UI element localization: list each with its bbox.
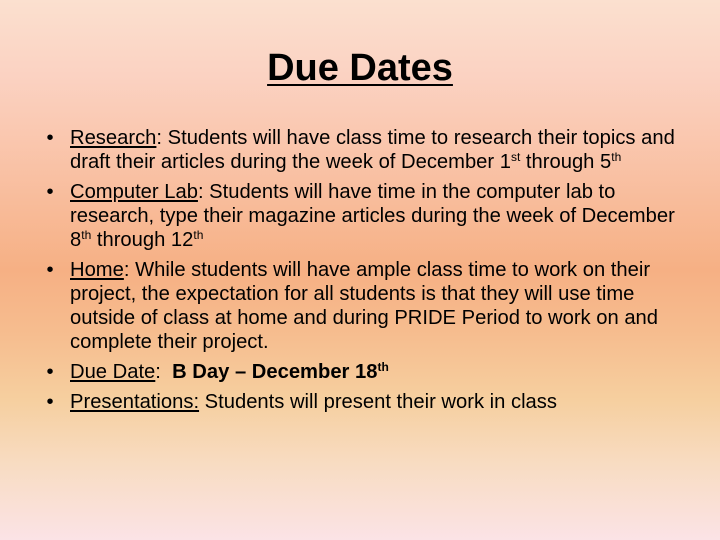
home-text-1: While students will have ample class time to work on their project, the expectation for all students is that they will use time outside of class at home and during PRIDE Period to work on and complete their project.: [70, 259, 659, 353]
bullet-icon: •: [46, 181, 54, 203]
home-label: Home: [70, 259, 124, 281]
due-date-sep: :: [155, 361, 161, 383]
bullet-presentations: [40, 390, 690, 414]
research-sep: :: [156, 127, 163, 149]
bullet-icon: •: [46, 391, 54, 413]
bullet-icon: •: [46, 127, 54, 149]
home-sep: :: [123, 259, 130, 281]
slide-title: Due Dates: [267, 47, 453, 89]
bullet-computer-lab: [40, 180, 690, 252]
bullet-list: [40, 126, 690, 420]
due-date-sup: th: [377, 360, 389, 374]
bullet-icon: •: [46, 361, 54, 383]
research-text-2: through 5: [520, 151, 612, 173]
computer-lab-sep: :: [197, 181, 204, 203]
bullet-due-date: [40, 360, 690, 384]
computer-lab-label: Computer Lab: [70, 181, 198, 203]
bullet-icon: •: [46, 259, 54, 281]
computer-lab-sup-2: th: [193, 228, 204, 242]
computer-lab-text-1: Students will have time in the computer lab to research, type their magazine articles during the week of December 8: [70, 181, 675, 251]
bullet-research: [40, 126, 690, 174]
research-text-1: Students will have class time to research their topics and draft their articles during the week of December 1: [70, 127, 675, 173]
presentations-text: Students will present their work in class: [199, 391, 557, 413]
bullet-home: [40, 258, 690, 354]
research-sup-1: st: [510, 150, 521, 164]
presentations-label: Presentations:: [70, 391, 200, 413]
due-date-value: B Day – December 18: [160, 361, 378, 383]
research-sup-2: th: [611, 150, 622, 164]
research-label: Research: [70, 127, 157, 149]
computer-lab-text-2: through 12: [91, 229, 194, 251]
due-date-label: Due Date: [70, 361, 156, 383]
computer-lab-sup-1: th: [81, 228, 92, 242]
